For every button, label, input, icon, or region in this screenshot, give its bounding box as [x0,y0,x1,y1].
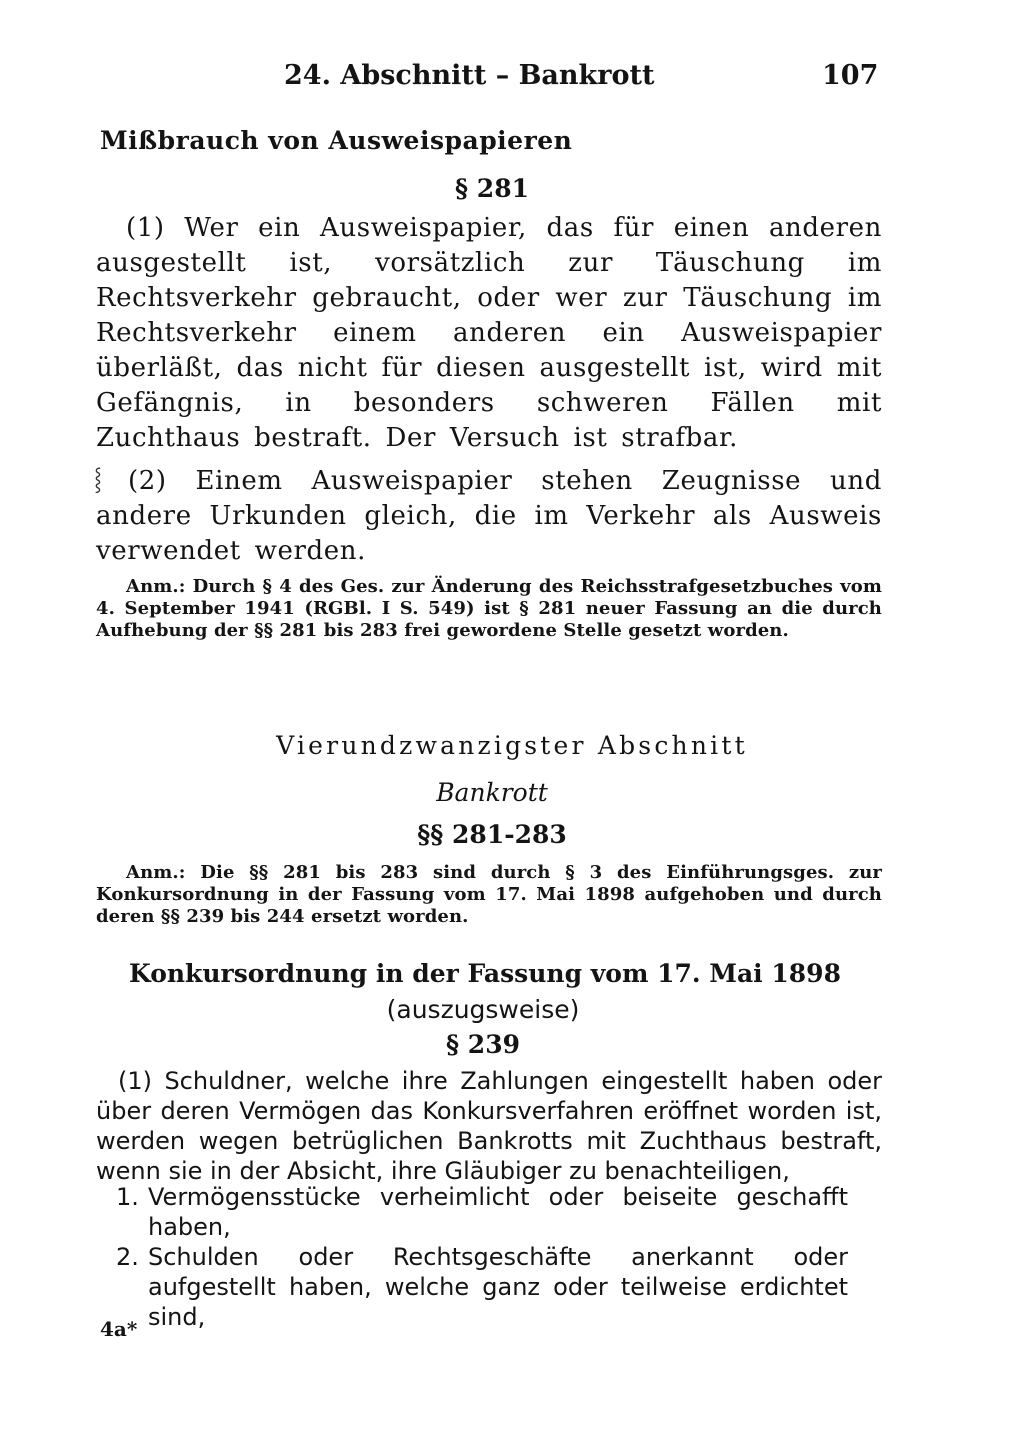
list-item-text: Vermögensstücke verheimlicht oder beiseite geschafft haben, [148,1183,848,1241]
paragraph-sign-281-283: §§ 281-283 [417,820,567,849]
paragraph-239-1: (1) Schuldner, welche ihre Zahlungen eingestellt haben oder über deren Vermögen das Konkursverfahren eröffnet worden ist, werden wegen betrüglichen Bankrotts mit Zuchthaus bestraft, wenn sie in der Absicht, ihre Gläubiger zu benachteiligen, [96,1067,882,1185]
list-item [116,1242,886,1331]
annotation-281 [96,576,882,642]
annotation-chapter [96,862,882,928]
annotation-label: Anm.: [126,862,186,883]
list-item-number: 2. [116,1243,139,1271]
paragraph-281-2: (2) Einem Ausweispapier stehen Zeugnisse und andere Urkunden gleich, die im Verkehr als Ausweis verwendet werden. [96,466,882,566]
paragraph-281-1: (1) Wer ein Ausweispapier, das für einen anderen ausgestellt ist, vorsätzlich zur Täuschung im Rechtsverkehr gebraucht, oder wer zur Täuschung im Rechtsverkehr einem anderen ein Ausweispapier überläßt, das nicht für diesen ausgestellt ist, wird mit Gefängnis, in besonders schweren Fällen mit Zuchthaus bestraft. Der Versuch ist strafbar. [96,213,882,453]
chapter-subtitle: Bankrott [436,778,548,807]
list-item-text: Schulden oder Rechtsgeschäfte anerkannt oder aufgestellt haben, welche ganz oder teilweise erdichtet sind, [148,1243,848,1331]
margin-mark-icon: ⸾ [94,467,102,492]
page-number: 107 [822,60,879,91]
law-title: Konkursordnung in der Fassung vom 17. Mai 1898 [129,959,841,988]
running-head: 24. Abschnitt – Bankrott [284,60,655,91]
paragraph-sign-239: § 239 [446,1030,520,1059]
annotation-text: Durch § 4 des Ges. zur Änderung des Reichsstrafgesetzbuches vom 4. September 1941 (RGBl. I S. 549) ist § 281 neuer Fassung an die durch Aufhebung der §§ 281 bis 283 frei gewordene Stelle gesetzt worden. [96,576,882,641]
law-subtitle: (auszugsweise) [386,995,580,1024]
paragraph-sign-281: § 281 [455,174,529,203]
chapter-title: Vierundzwanzigster Abschnitt [276,731,748,760]
signature-mark: 4a* [100,1317,138,1341]
list-item-number: 1. [116,1183,139,1211]
list-item [116,1182,886,1242]
annotation-text: Die §§ 281 bis 283 sind durch § 3 des Einführungsges. zur Konkursordnung in der Fassung vom 17. Mai 1898 aufgehoben und durch deren §§ 239 bis 244 ersetzt worden. [96,862,882,927]
annotation-label: Anm.: [126,576,186,597]
section-heading: Mißbrauch von Ausweispapieren [100,126,573,155]
